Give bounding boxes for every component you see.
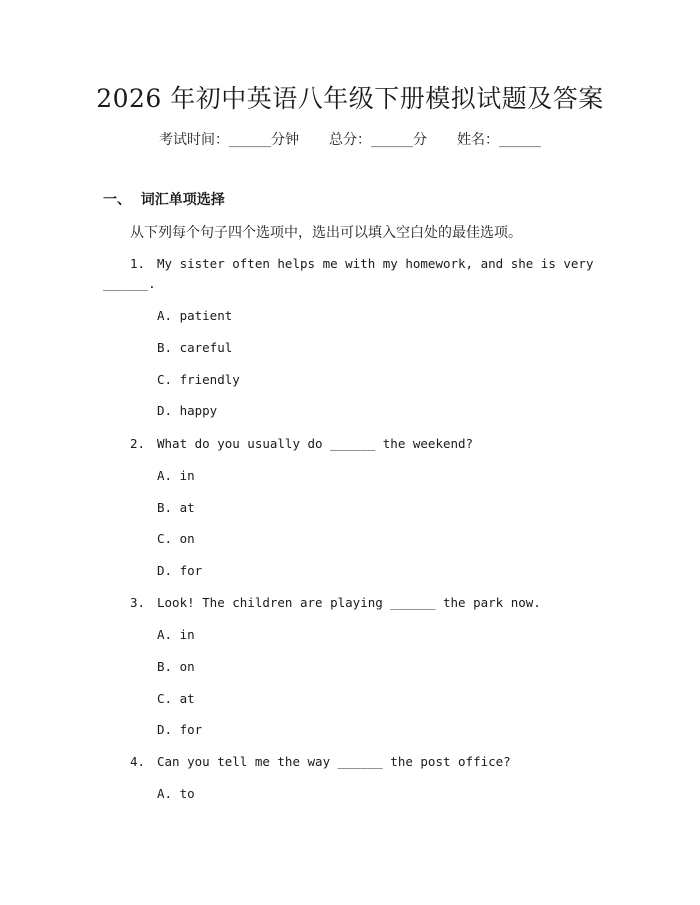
- question-number: 1.: [130, 256, 146, 271]
- student-name-label: 姓名：______: [457, 132, 541, 148]
- page-title: 2026 年初中英语八年级下册模拟试题及答案: [96, 84, 604, 113]
- question-text: Can you tell me the way ______ the post office?: [157, 754, 511, 769]
- answer-option: A. to: [157, 786, 195, 801]
- answer-option: B. careful: [157, 340, 233, 355]
- answer-option: C. friendly: [157, 372, 240, 387]
- answer-option: A. in: [157, 468, 195, 483]
- answer-option: C. at: [157, 691, 195, 706]
- answer-option: C. on: [157, 531, 195, 546]
- question-number: 4.: [130, 754, 146, 769]
- answer-option: B. at: [157, 500, 195, 515]
- question-text: Look! The children are playing ______ the park now.: [157, 595, 541, 610]
- section-instruction: 从下列每个句子四个选项中，选出可以填入空白处的最佳选项。: [130, 225, 522, 241]
- answer-option: A. in: [157, 627, 195, 642]
- question-text: My sister often helps me with my homework, and she is very: [157, 256, 594, 271]
- exam-time-label: 考试时间：______分钟: [159, 132, 299, 148]
- section-number: 一、: [103, 192, 131, 208]
- answer-option: A. patient: [157, 308, 233, 323]
- answer-option: B. on: [157, 659, 195, 674]
- answer-option: D. for: [157, 722, 203, 737]
- question-text-continued: ______.: [103, 276, 156, 291]
- section-title: 词汇单项选择: [140, 192, 225, 208]
- question-number: 3.: [130, 595, 146, 610]
- total-score-label: 总分：______分: [329, 132, 427, 148]
- answer-option: D. happy: [157, 403, 218, 418]
- question-text: What do you usually do ______ the weekend?: [157, 436, 474, 451]
- answer-option: D. for: [157, 563, 203, 578]
- section-heading: [103, 190, 225, 210]
- question-number: 2.: [130, 436, 146, 451]
- exam-meta: [0, 130, 700, 150]
